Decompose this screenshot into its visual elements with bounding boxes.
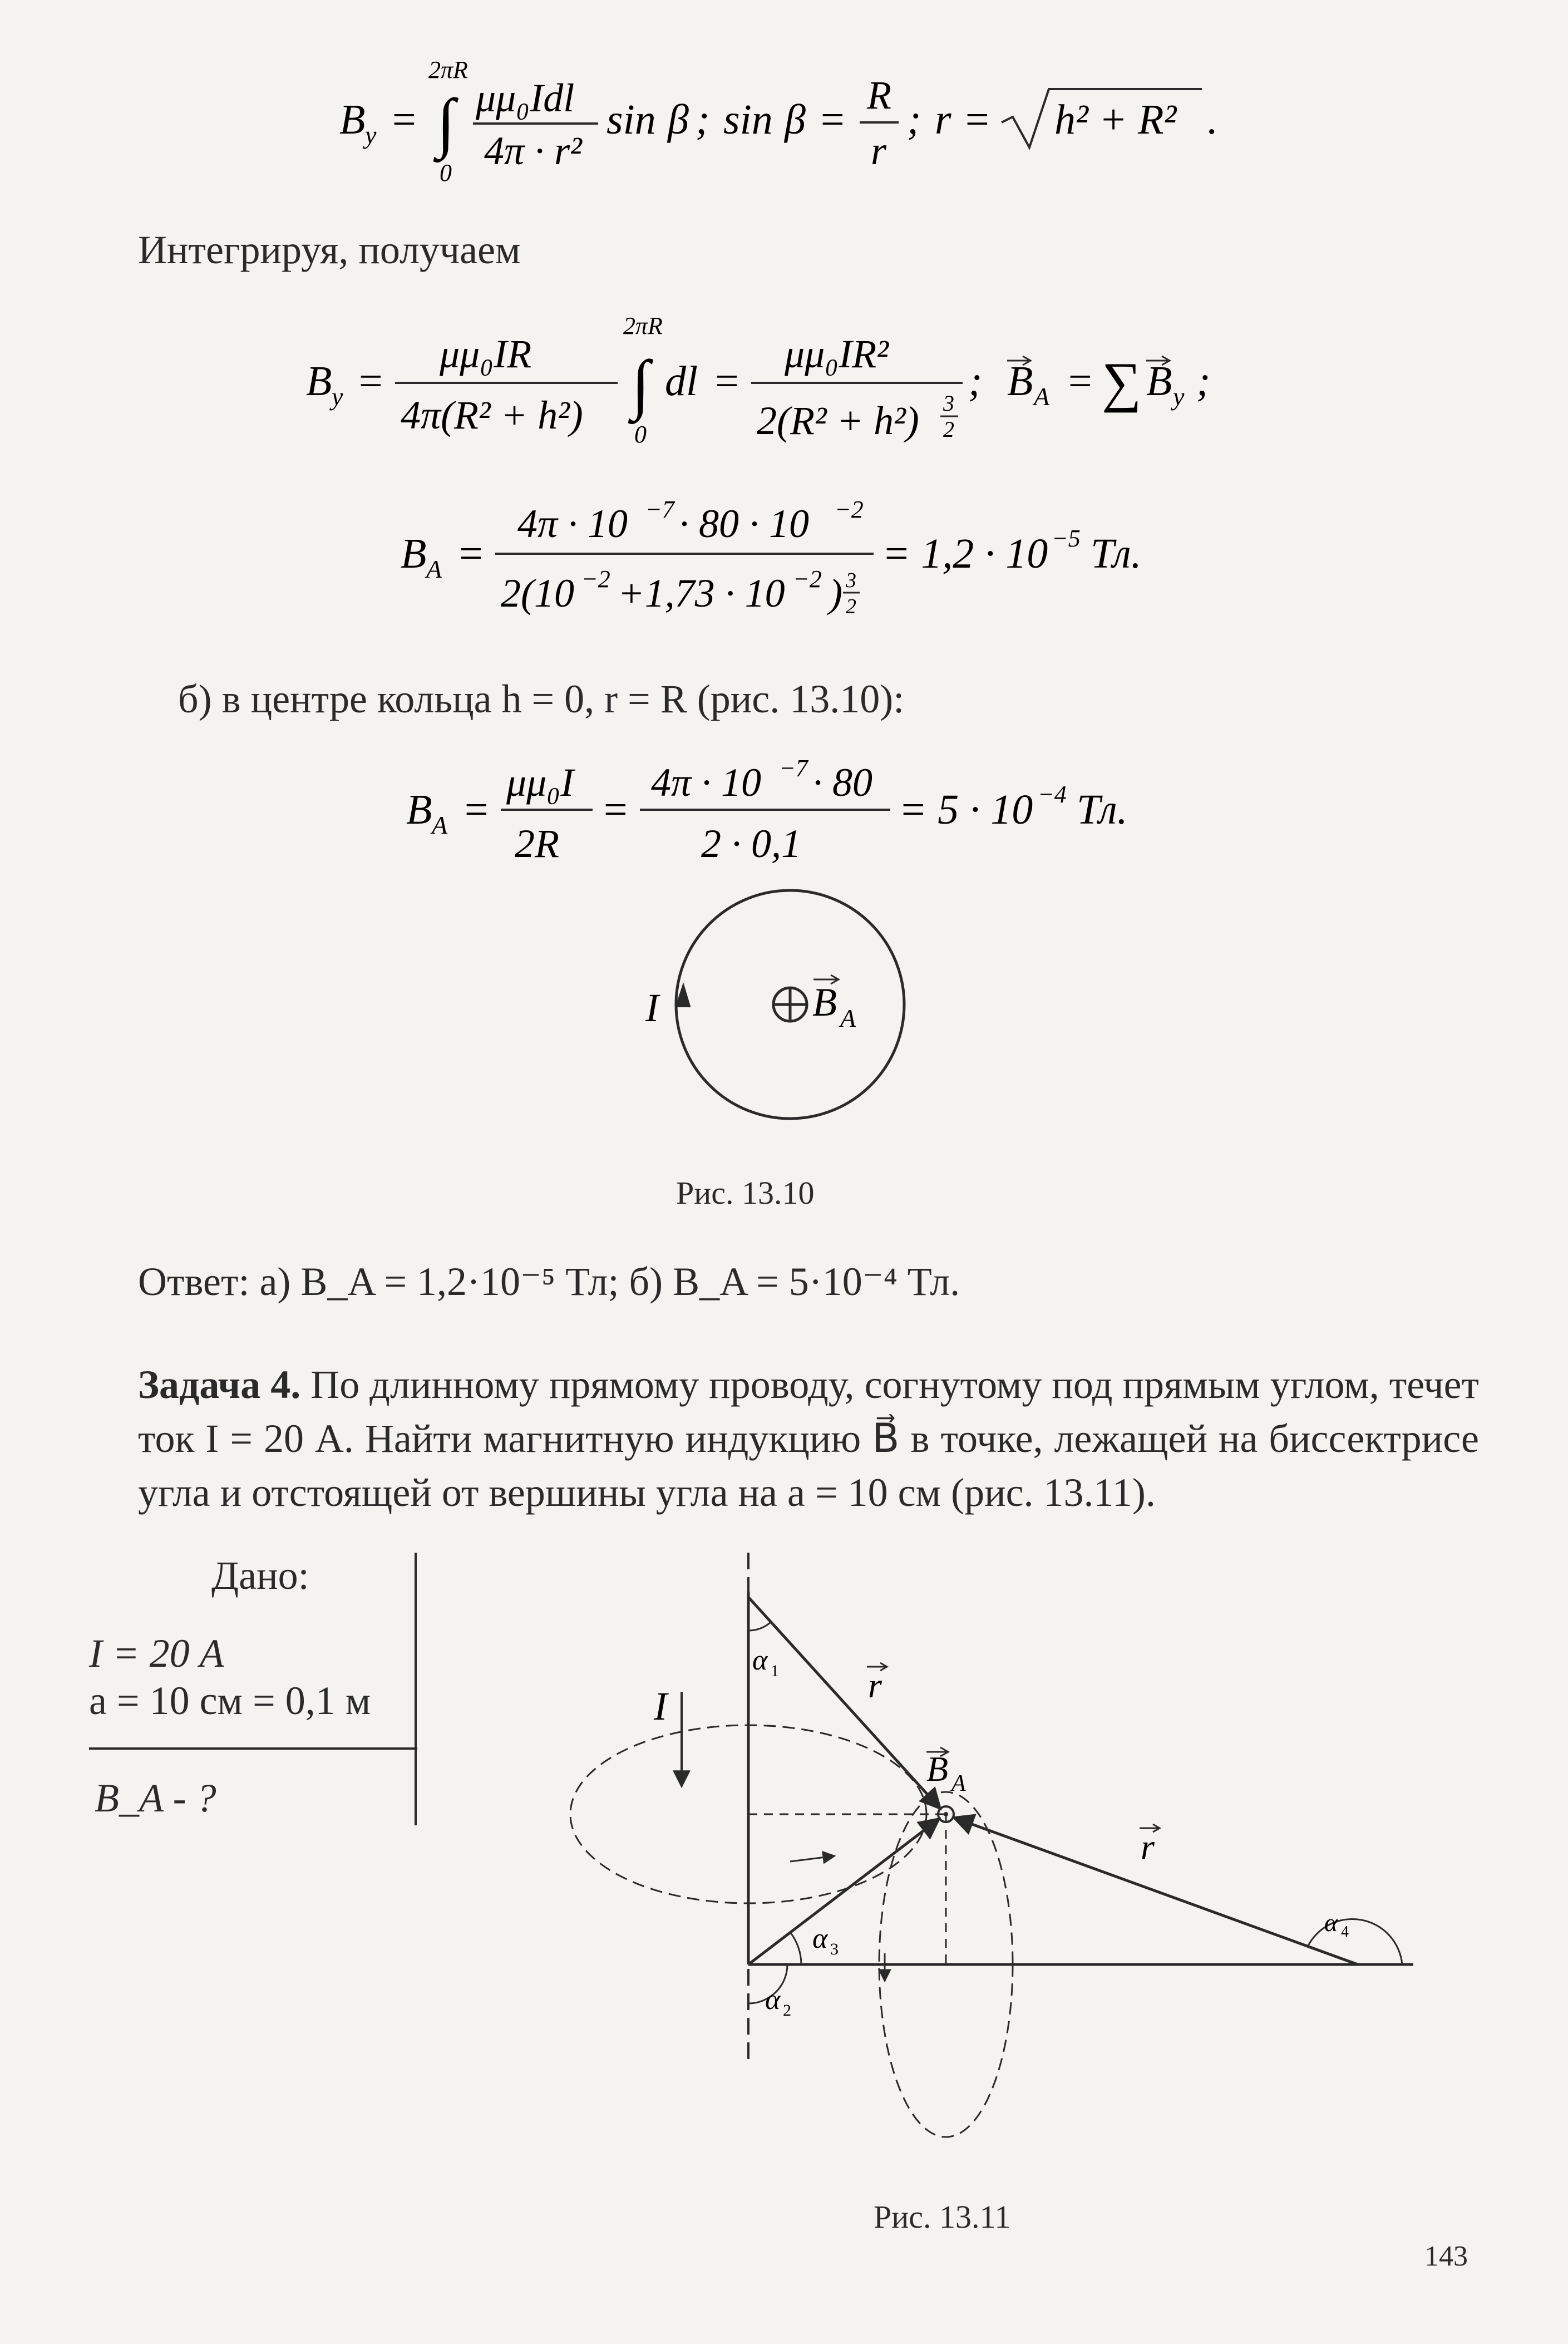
- svg-text:.: .: [1207, 96, 1218, 143]
- svg-text:4π: 4π: [651, 760, 692, 805]
- svg-text:dl: dl: [665, 358, 698, 405]
- fig1-current-label: I: [645, 986, 659, 1030]
- given-find: B_A - ?: [95, 1776, 216, 1820]
- svg-text:0: 0: [634, 421, 647, 448]
- svg-text:4π: 4π: [517, 501, 558, 546]
- task-4-text: По длинному прямому проводу, согнутому под прямым углом, течет ток I = 20 А. Найти магнитную индукцию B⃗ в точке, лежащей на биссектрисе угла и отстоящей от вершины угла на a = 10 см (рис. 13.11).: [138, 1362, 1480, 1515]
- svg-text:α: α: [752, 1644, 768, 1676]
- svg-text:): ): [829, 571, 842, 615]
- answer-text: Ответ: а) B_A = 1,2·10⁻⁵ Тл; б) B_A = 5·10⁻⁴ Тл.: [138, 1259, 960, 1304]
- svg-text:B: B: [401, 530, 427, 577]
- task-4-paragraph: [138, 1358, 1479, 1520]
- svg-text:B: B: [812, 980, 837, 1025]
- svg-text:· 80 · 10: · 80 · 10: [679, 501, 809, 546]
- svg-text:;: ;: [1196, 358, 1211, 405]
- svg-text:=: =: [712, 358, 741, 405]
- integrating-text: Интегрируя, получаем: [138, 228, 521, 272]
- formula-ba-numeric-b: [401, 751, 1152, 882]
- svg-text:4: 4: [1341, 1923, 1349, 1941]
- given-title: Дано:: [211, 1553, 309, 1598]
- svg-text:A: A: [840, 1004, 856, 1032]
- svg-text:A: A: [426, 555, 442, 583]
- svg-text:· 80: · 80: [812, 760, 872, 805]
- svg-text:=: =: [963, 96, 992, 143]
- svg-text:α: α: [1324, 1908, 1338, 1937]
- formula-ba-numeric-a: [389, 484, 1168, 643]
- svg-text:r: r: [935, 96, 951, 143]
- svg-text:R: R: [867, 73, 891, 117]
- svg-text:A: A: [432, 811, 448, 839]
- svg-text:2(10: 2(10: [501, 571, 574, 615]
- r-vector-1: [748, 1597, 940, 1809]
- svg-text:h² + R²: h² + R²: [1054, 96, 1177, 143]
- svg-text:2: 2: [943, 417, 954, 442]
- svg-text:sin: sin: [607, 96, 656, 143]
- formula-ba-numeric-b-graphic: [401, 751, 1152, 879]
- svg-text:μμ₀I: μμ₀I: [506, 760, 574, 805]
- given-line-2: a = 10 см = 0,1 м: [89, 1678, 371, 1723]
- svg-text:2: 2: [783, 2001, 791, 2020]
- formula-by-integral-graphic: [334, 56, 1280, 189]
- svg-text:∑: ∑: [1102, 351, 1142, 413]
- svg-text:1: 1: [771, 1662, 779, 1680]
- svg-text:y: y: [1173, 382, 1185, 411]
- svg-text:−7: −7: [779, 755, 808, 782]
- svg-text:r: r: [1141, 1827, 1155, 1867]
- svg-text:α: α: [812, 1923, 828, 1954]
- svg-text:= 5 · 10: = 5 · 10: [899, 786, 1033, 833]
- svg-text:B: B: [339, 96, 366, 143]
- svg-text:= 1,2 · 10: = 1,2 · 10: [882, 530, 1048, 577]
- svg-text:μμ₀IR²: μμ₀IR²: [785, 332, 889, 376]
- svg-text:−4: −4: [1038, 781, 1067, 808]
- svg-text:−7: −7: [645, 496, 674, 523]
- svg-text:B: B: [1146, 358, 1172, 405]
- page-number: 143: [1424, 2240, 1468, 2272]
- svg-text:μμ₀IR: μμ₀IR: [440, 332, 532, 376]
- svg-text:β: β: [785, 96, 806, 143]
- svg-text:−2: −2: [835, 496, 864, 523]
- given-divider-vertical: [415, 1553, 417, 1825]
- svg-text:α: α: [765, 1984, 781, 2016]
- svg-text:−2: −2: [581, 565, 610, 593]
- svg-text:+1,73 · 10: +1,73 · 10: [618, 571, 785, 615]
- svg-text:∫: ∫: [632, 347, 650, 421]
- svg-text:β: β: [668, 96, 689, 143]
- svg-text:−2: −2: [793, 565, 822, 593]
- svg-text:B: B: [306, 358, 332, 405]
- formula-ba-numeric-a-graphic: [389, 484, 1168, 640]
- svg-text:· 10: · 10: [568, 501, 628, 546]
- case-b-text: б) в центре кольца h = 0, r = R (рис. 13.10):: [178, 677, 905, 721]
- svg-text:2(R² + h²): 2(R² + h²): [757, 398, 919, 443]
- svg-text:=: =: [1066, 358, 1094, 405]
- svg-text:2R: 2R: [515, 821, 559, 866]
- given-block: [83, 1553, 417, 1842]
- svg-text:μμ₀Idl: μμ₀Idl: [476, 76, 575, 120]
- svg-text:=: =: [389, 96, 418, 143]
- svg-text:A: A: [951, 1771, 966, 1796]
- answer-line: [138, 1259, 960, 1305]
- fig2-current-label: I: [654, 1684, 667, 1729]
- svg-text:A: A: [1034, 382, 1050, 411]
- formula-by-result: [300, 317, 1302, 465]
- figure-13-10: [612, 879, 968, 1135]
- svg-text:y: y: [332, 382, 343, 411]
- svg-text:B: B: [926, 1749, 949, 1789]
- svg-text:=: =: [456, 530, 485, 577]
- svg-text:0: 0: [440, 159, 452, 186]
- svg-text:2 · 0,1: 2 · 0,1: [701, 821, 801, 866]
- svg-text:∫: ∫: [437, 85, 455, 159]
- svg-text:B: B: [406, 786, 432, 833]
- svg-text:3: 3: [830, 1940, 839, 1958]
- svg-text:;: ;: [968, 358, 983, 405]
- svg-text:−5: −5: [1052, 525, 1081, 552]
- svg-text:2: 2: [846, 595, 856, 618]
- svg-text:=: =: [356, 358, 385, 405]
- given-divider-horizontal: [89, 1747, 417, 1750]
- svg-text:sin: sin: [723, 96, 773, 143]
- svg-text:2πR: 2πR: [428, 56, 468, 83]
- r-vector-2: [954, 1818, 1358, 1964]
- figure-13-10-caption: Рис. 13.10: [676, 1175, 815, 1211]
- svg-text:Тл.: Тл.: [1091, 530, 1142, 577]
- svg-text:3: 3: [846, 569, 856, 592]
- task-4-label: Задача 4.: [138, 1362, 301, 1407]
- formula-by-result-graphic: [300, 317, 1302, 462]
- given-line-1: I = 20 А: [89, 1631, 224, 1676]
- svg-text:3: 3: [943, 391, 954, 416]
- svg-text:4π(R² + h²): 4π(R² + h²): [401, 393, 583, 437]
- figure-13-11: [556, 1547, 1447, 2182]
- formula-by-integral: [334, 56, 1280, 200]
- r-vector-3: [748, 1819, 939, 1964]
- figure-13-11-caption: Рис. 13.11: [874, 2199, 1011, 2235]
- svg-text:r: r: [871, 129, 887, 173]
- svg-text:4π · r²: 4π · r²: [484, 129, 582, 173]
- svg-text:=: =: [818, 96, 847, 143]
- svg-text:2πR: 2πR: [623, 317, 663, 339]
- svg-text:· 10: · 10: [701, 760, 761, 805]
- svg-text:=: =: [601, 786, 630, 833]
- svg-text:Тл.: Тл.: [1077, 786, 1128, 833]
- svg-text:y: y: [365, 121, 377, 149]
- svg-text:;: ;: [907, 96, 921, 143]
- svg-text:r: r: [868, 1666, 882, 1705]
- svg-text:;: ;: [696, 96, 710, 143]
- svg-text:=: =: [462, 786, 491, 833]
- svg-text:B: B: [1007, 358, 1033, 405]
